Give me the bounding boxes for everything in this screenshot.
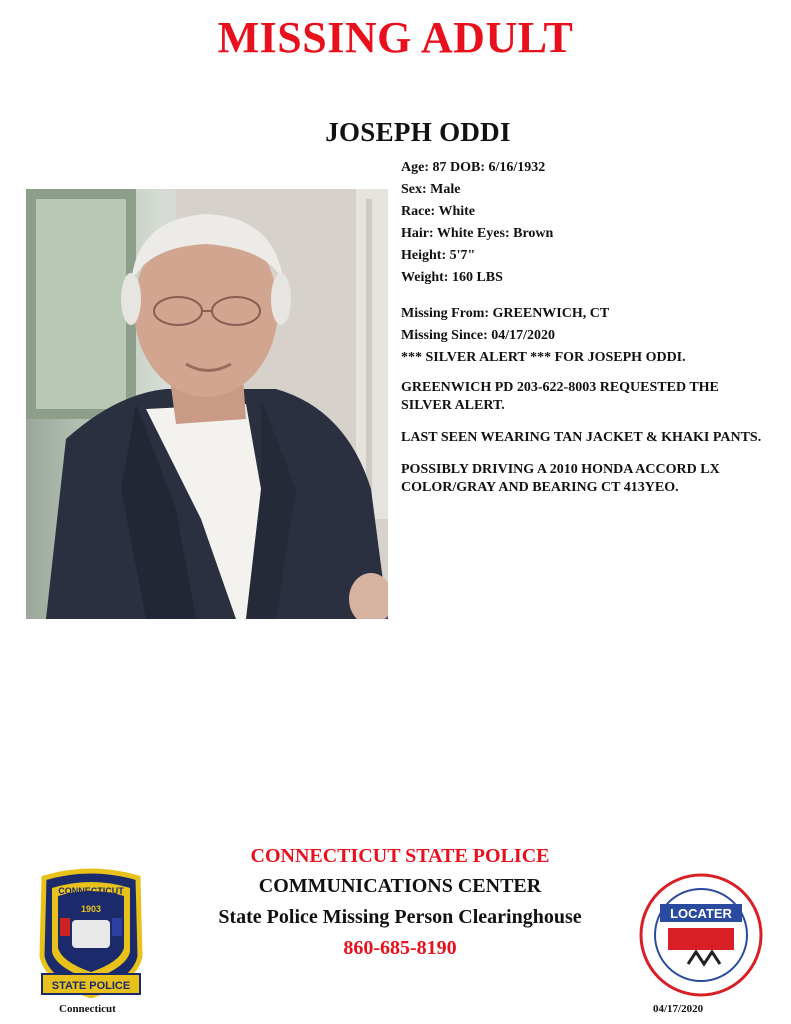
person-details [401,157,771,511]
race: Race: White [401,204,475,219]
hair-eyes: Hair: White Eyes: Brown [401,226,554,241]
silver-alert: *** SILVER ALERT *** FOR JOSEPH ODDI. [401,350,686,365]
age-dob: Age: 87 DOB: 6/16/1932 [401,160,546,175]
footer-phone: 860-685-8190 [343,937,457,959]
state-police-badge [36,868,146,998]
footer-agency: CONNECTICUT STATE POLICE [250,845,550,867]
missing-since: Missing Since: 04/17/2020 [401,328,556,343]
person-name: JOSEPH ODDI [325,117,511,147]
sex: Sex: Male [401,182,461,197]
badge-top-text: CONNECTICUT [58,886,124,896]
badge-year: 1903 [80,904,102,914]
footer-clearinghouse: State Police Missing Person Clearinghouse [218,906,582,928]
last-seen: LAST SEEN WEARING TAN JACKET & KHAKI PANTS. [401,430,762,445]
height: Height: 5'7" [401,248,476,263]
badge-bottom-text: STATE POLICE [51,980,131,992]
vehicle-info: POSSIBLY DRIVING A 2010 HONDA ACCORD LX COLOR/GRAY AND BEARING CT 413YEO. [401,462,720,495]
locater-icon [638,872,764,998]
weight: Weight: 160 LBS [401,270,503,285]
footer-center: COMMUNICATIONS CENTER [258,875,542,897]
poster-title: MISSING ADULT [217,13,574,62]
locater-logo [638,872,764,998]
requested-by: GREENWICH PD 203-622-8003 REQUESTED THE SILVER ALERT. [401,380,719,413]
person-photo-icon [26,189,388,619]
badge-icon [36,868,146,998]
person-photo [26,189,388,619]
locater-label: LOCATER [670,906,732,921]
missing-from: Missing From: GREENWICH, CT [401,306,610,321]
poster-date: 04/17/2020 [653,1003,704,1015]
badge-caption: Connecticut [59,1003,116,1015]
